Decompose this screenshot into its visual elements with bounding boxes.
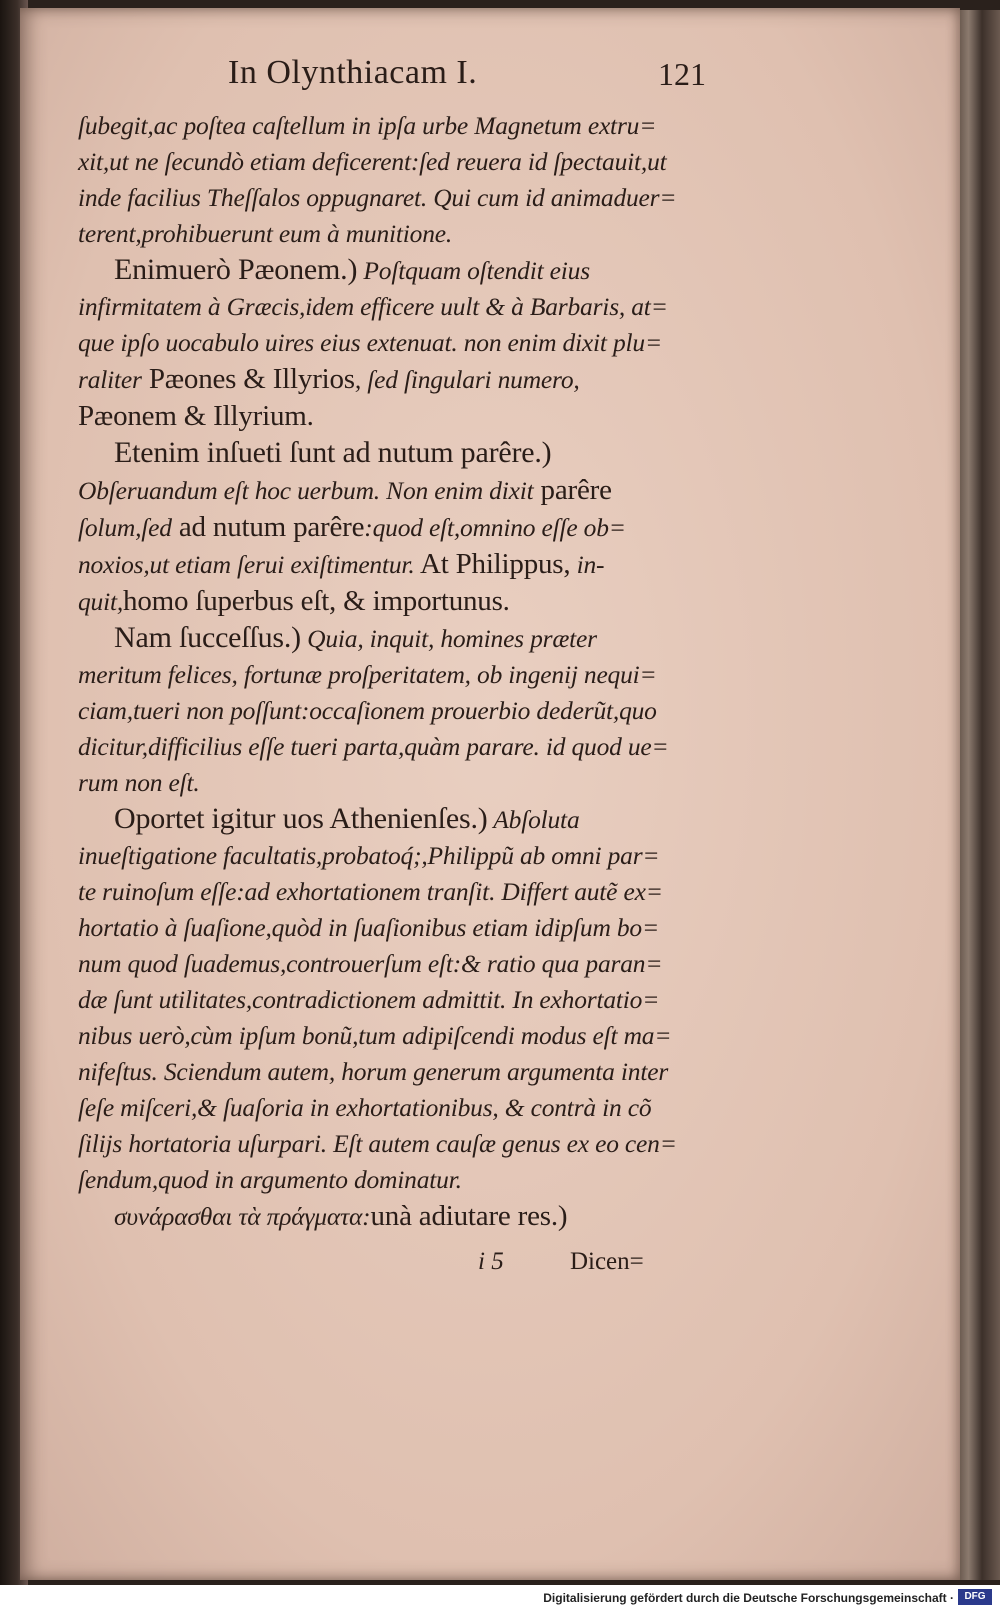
text-line [78,765,738,801]
text-line [78,180,738,216]
page-footer [78,1243,738,1281]
text-line [78,1162,738,1198]
line-text: in- [570,550,605,579]
line-text: , ſed ſingulari numero, [354,365,580,394]
line-text: :quod eſt,omnino eſſe ob= [364,513,626,542]
catchword: Dicen= [569,1248,644,1275]
lemma: Enimuerò Pæonem.) [114,253,358,286]
line-text-roman: unà adiutare res.) [370,1200,568,1232]
line-text: ſubegit,ac poſtea caſtellum in ipſa urbe Magnetum extru= [78,111,657,140]
lemma: Oportet igitur uos Athenienſes.) [114,802,488,835]
line-text-roman: Pæones & Illyrios [141,363,355,395]
text-line [78,838,738,874]
dfg-credit-bar [0,1585,1000,1612]
book-page [20,8,960,1580]
dfg-credit-text: Digitalisierung gefördert durch die Deutsche Forschungsgemeinschaft · [543,1591,954,1605]
line-text: quit, [78,587,124,616]
text-line [78,472,738,509]
line-text-roman: At Philippus, [414,548,571,580]
line-text: Obſeruandum eſt hoc uerbum. Non enim dixit [78,476,534,505]
line-text: num quod ſuademus,controuerſum eſt:& ratio qua paran= [78,949,663,978]
line-text-roman: homo ſuperbus eſt, & importunus. [123,585,510,617]
text-line [78,982,738,1018]
running-head: In Olynthiacam I. [228,54,478,91]
line-text: noxios,ut etiam ſerui exiſtimentur. [78,550,415,579]
text-line [78,1126,738,1162]
text-line [78,801,738,838]
text-line [78,144,738,180]
text-line [78,874,738,910]
line-text: inde facilius Theſſalos oppugnaret. Qui cum id animaduer= [78,183,677,212]
line-text: ſilijs hortatoria uſurpari. Eſt autem cauſæ genus ex eo cen= [78,1129,677,1158]
line-text: dæ ſunt utilitates,contradictionem admittit. In exhortatio= [78,985,660,1014]
dfg-logo: DFG [958,1589,992,1605]
line-text: raliter [78,365,142,394]
page-header [78,48,738,108]
page-content [78,48,738,1281]
text-line [78,1018,738,1054]
text-line [78,289,738,325]
line-text: hortatio à ſuaſione,quòd in ſuaſionibus etiam idipſum bo= [78,913,659,942]
text-line [78,583,738,620]
signature-mark: i 5 [478,1248,504,1275]
line-text: ſeſe miſceri,& ſuaſoria in exhortationibus, & contrà in cõ [78,1093,652,1122]
line-text: Abſoluta [487,805,580,834]
line-text: ſendum,quod in argumento dominatur. [78,1165,462,1194]
text-line [78,1090,738,1126]
line-text: inueſtigatione facultatis,probatoq́;,Philippũ ab omni par= [78,841,660,870]
text-line [78,657,738,693]
text-line [78,509,738,546]
text-line [78,1054,738,1090]
line-text: meritum felices, fortunæ proſperitatem, ob ingenij nequi= [78,660,657,689]
text-line [78,252,738,289]
text-line [78,620,738,657]
line-text: que ipſo uocabulo uires eius extenuat. non enim dixit plu= [78,328,662,357]
text-line [78,693,738,729]
text-line [78,546,738,583]
line-text: rum non eſt. [78,768,200,797]
line-text: xit,ut ne ſecundò etiam deficerent:ſed reuera id ſpectauit,ut [78,147,667,176]
line-text: terent,prohibuerunt eum à munitione. [78,219,453,248]
text-line [78,1198,738,1235]
text-line [78,108,738,144]
greek-lemma: συνάρασθαι τὰ πράγματα: [114,1202,371,1231]
text-line [78,729,738,765]
text-line [78,216,738,252]
line-text: ciam,tueri non poſſunt:occaſionem prouerbio dederũt,quo [78,696,657,725]
lemma: Nam ſucceſſus.) [114,621,301,654]
line-text-roman: parêre [533,474,612,506]
lemma: Etenim inſueti ſunt ad nutum parêre.) [114,436,552,469]
page-edges [955,10,1000,1580]
text-line [78,398,738,435]
line-text: nifeſtus. Sciendum autem, horum generum argumenta inter [78,1057,669,1086]
text-line [78,325,738,361]
line-text: infirmitatem à Græcis,idem efficere uult & à Barbaris, at= [78,292,668,321]
line-text-roman: Pæonem & Illyrium. [78,400,314,432]
line-text-roman: ad nutum parêre [171,511,365,543]
line-text: te ruinoſum eſſe:ad exhortationem tranſit. Differt autẽ ex= [78,877,663,906]
text-line [78,946,738,982]
text-line [78,435,738,472]
line-text: Quia, inquit, homines præter [300,624,597,653]
text-line [78,910,738,946]
page-number: 121 [658,56,706,92]
line-text: dicitur,difficilius eſſe tueri parta,quàm parare. id quod ue= [78,732,669,761]
line-text: Poſtquam oſtendit eius [357,256,590,285]
line-text: ſolum,ſed [78,513,172,542]
text-block [78,108,738,1235]
text-line [78,361,738,398]
line-text: nibus uerò,cùm ipſum bonũ,tum adipiſcendi modus eſt ma= [78,1021,672,1050]
